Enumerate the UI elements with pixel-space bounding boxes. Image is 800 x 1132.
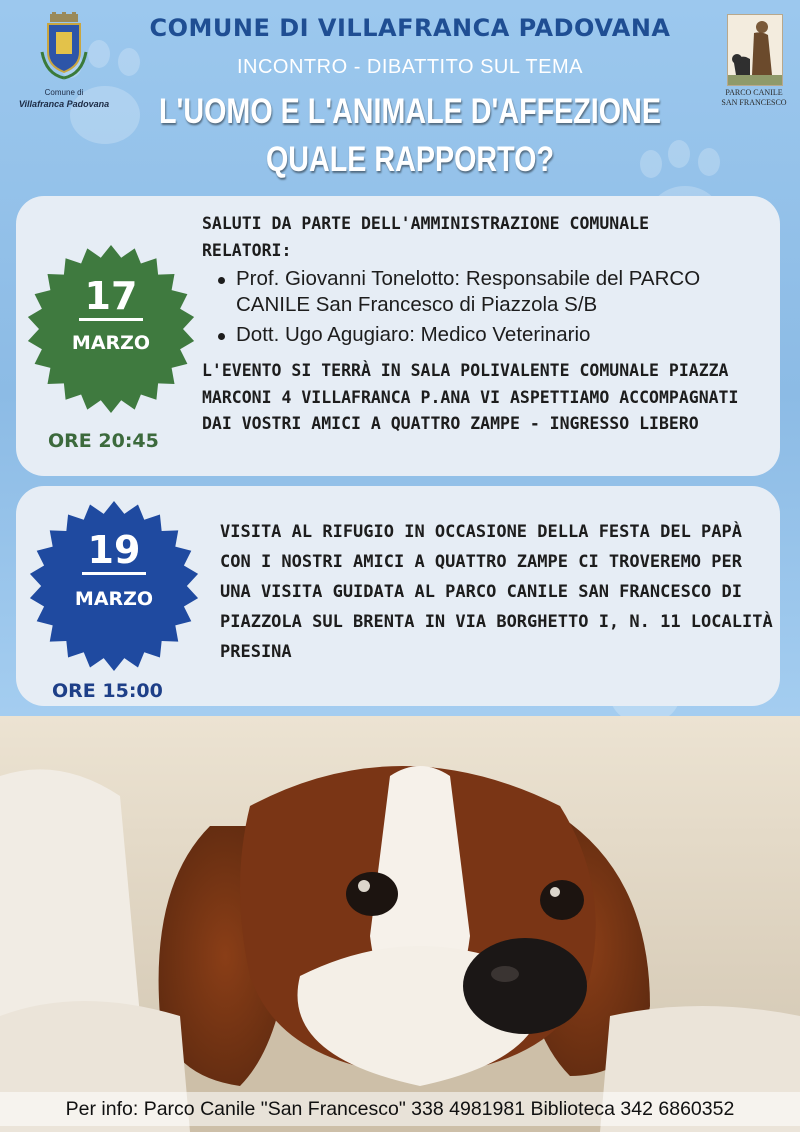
incontro-subheading: INCONTRO - DIBATTITO SUL TEMA: [236, 56, 583, 78]
logo-caption: PARCO CANILE SAN FRANCESCO: [721, 88, 787, 107]
event2-details: VISITA AL RIFUGIO IN OCCASIONE DELLA FESTA DEL PAPÀ CON I NOSTRI AMICI A QUATTRO ZAMPE CI TROVEREMO PER UNA VISITA GUIDATA AL PARCO CANILE SAN FRANCESCO DI PIAZZOLA SUL BRENTA IN VIA BORGHETTO I, N. 11 LOCALITÀ PRESINA: [220, 522, 773, 662]
starburst-badge-icon: [28, 500, 200, 672]
comune-logo: [18, 8, 110, 118]
parco-canile-logo: [720, 14, 788, 114]
event-title-line2: QUALE RAPPORTO?: [265, 140, 555, 179]
logo-caption-line1: Comune di: [44, 88, 84, 97]
saluti-text: SALUTI DA PARTE DELL'AMMINISTRAZIONE COMUNALE: [202, 214, 650, 233]
event1-time: ORE 20:45: [48, 430, 159, 452]
relatori-label: RELATORI:: [202, 241, 292, 260]
starburst-badge-icon: [26, 244, 196, 414]
logo-caption-line2: Villafranca Padovana: [18, 99, 110, 109]
event1-month: MARZO: [71, 332, 151, 354]
list-item: Prof. Giovanni Tonelotto: Responsabile del PARCO CANILE San Francesco di Piazzola S/B: [216, 266, 776, 318]
saint-francis-with-dog-icon: [727, 14, 783, 86]
event-title: [156, 88, 664, 184]
event1-details: L'EVENTO SI TERRÀ IN SALA POLIVALENTE COMUNALE PIAZZA MARCONI 4 VILLAFRANCA P.ANA VI ASPETTIAMO ACCOMPAGNATI DAI VOSTRI AMICI A QUATTRO ZAMPE - INGRESSO LIBERO: [202, 361, 739, 433]
relatori-list: [216, 266, 776, 352]
event1-day: 17: [26, 274, 196, 318]
event1-date-seal: [26, 244, 196, 414]
list-item: Dott. Ugo Agugiaro: Medico Veterinario: [216, 322, 776, 348]
event2-day: 19: [28, 528, 200, 572]
event-title-line1: L'UOMO E L'ANIMALE D'AFFEZIONE: [159, 92, 661, 131]
event2-time: ORE 15:00: [52, 680, 163, 702]
footer-contact-info: Per info: Parco Canile "San Francesco" 338 4981981 Biblioteca 342 6860352: [0, 1092, 800, 1126]
event2-month: MARZO: [74, 588, 154, 610]
event2-date-seal: [28, 500, 200, 672]
comune-heading: COMUNE DI VILLAFRANCA PADOVANA: [149, 14, 671, 42]
coat-of-arms-icon: [40, 12, 88, 82]
dog-photo: [0, 716, 800, 1132]
